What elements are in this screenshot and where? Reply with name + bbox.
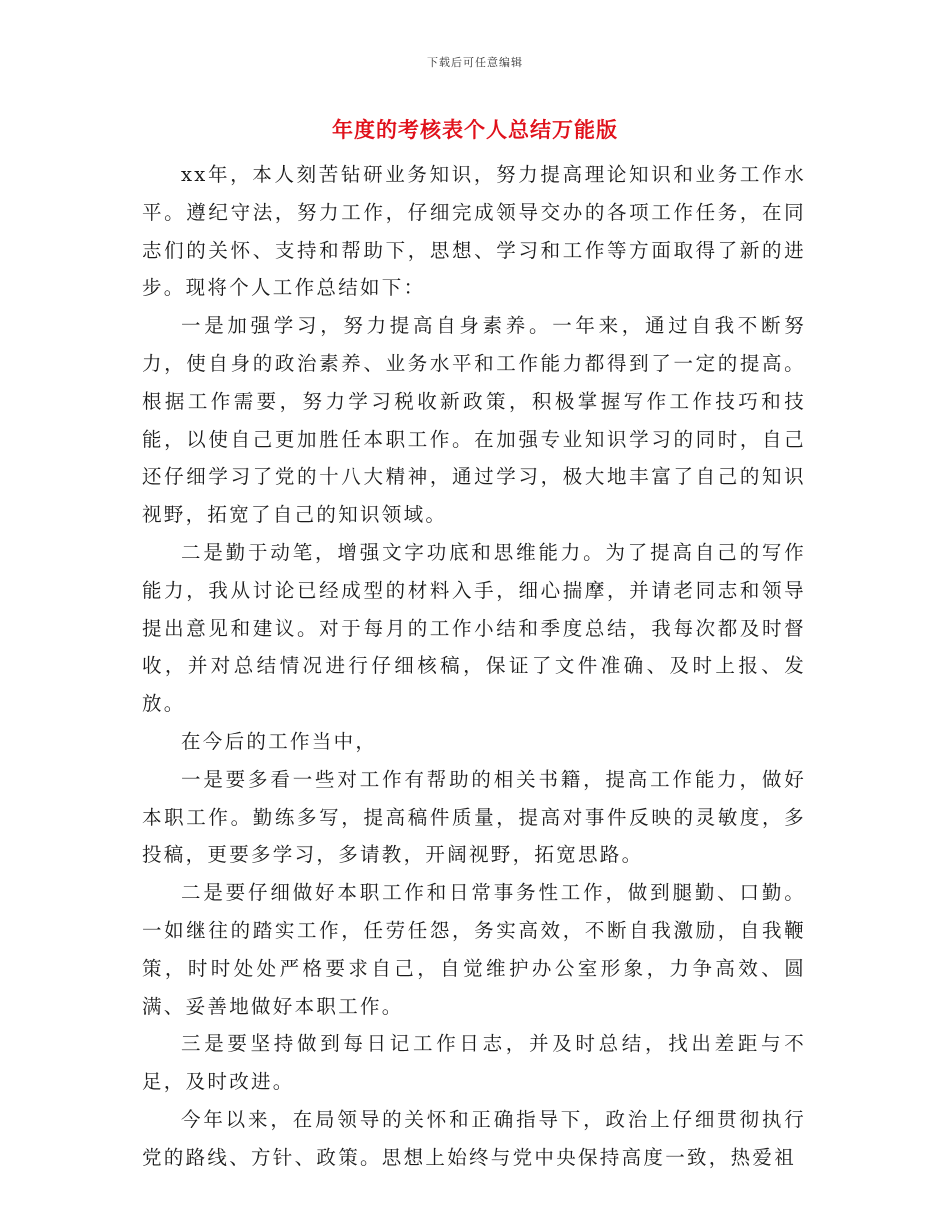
paragraph-future-intro: 在今后的工作当中， bbox=[181, 729, 378, 753]
document-title: 年度的考核表个人总结万能版 bbox=[332, 117, 618, 142]
paragraph-conclusion: 今年以来，在局领导的关怀和正确指导下，政治上仔细贯彻执行党的路线、方针、政策。思想上始终与党中央保持高度一致，热爱祖 bbox=[142, 1107, 806, 1169]
paragraph-intro: xx年，本人刻苦钻研业务知识，努力提高理论知识和业务工作水平。遵纪守法，努力工作，仔细完成领导交办的各项工作任务，在同志们的关怀、支持和帮助下，思想、学习和工作等方面取得了新的进步。现将个人工作总结如下： bbox=[142, 163, 806, 300]
header-note: 下载后可任意编辑 bbox=[427, 56, 523, 69]
paragraph-future-two: 二是要仔细做好本职工作和日常事务性工作，做到腿勤、口勤。一如继往的踏实工作，任劳任怨，务实高效，不断自我激励，自我鞭策，时时处处严格要求自己，自觉维护办公室形象，力争高效、圆满、妥善地做好本职工作。 bbox=[142, 881, 806, 1018]
paragraph-future-three: 三是要坚持做到每日记工作日志，并及时总结，找出差距与不足，及时改进。 bbox=[142, 1032, 806, 1094]
paragraph-study: 一是加强学习，努力提高自身素养。一年来，通过自我不断努力，使自身的政治素养、业务水平和工作能力都得到了一定的提高。根据工作需要，努力学习税收新政策，积极掌握写作工作技巧和技能，以使自己更加胜任本职工作。在加强专业知识学习的同时，自己还仔细学习了党的十八大精神，通过学习，极大地丰富了自己的知识视野，拓宽了自己的知识领域。 bbox=[142, 314, 806, 527]
paragraph-future-one: 一是要多看一些对工作有帮助的相关书籍，提高工作能力，做好本职工作。勤练多写，提高稿件质量，提高对事件反映的灵敏度，多投稿，更要多学习，多请教，开阔视野，拓宽思路。 bbox=[142, 767, 806, 867]
document-body bbox=[142, 156, 806, 1177]
paragraph-writing: 二是勤于动笔，增强文字功底和思维能力。为了提高自己的写作能力，我从讨论已经成型的材料入手，细心揣摩，并请老同志和领导提出意见和建议。对于每月的工作小结和季度总结，我每次都及时督收，并对总结情况进行仔细核稿，保证了文件准确、及时上报、发放。 bbox=[142, 540, 806, 716]
